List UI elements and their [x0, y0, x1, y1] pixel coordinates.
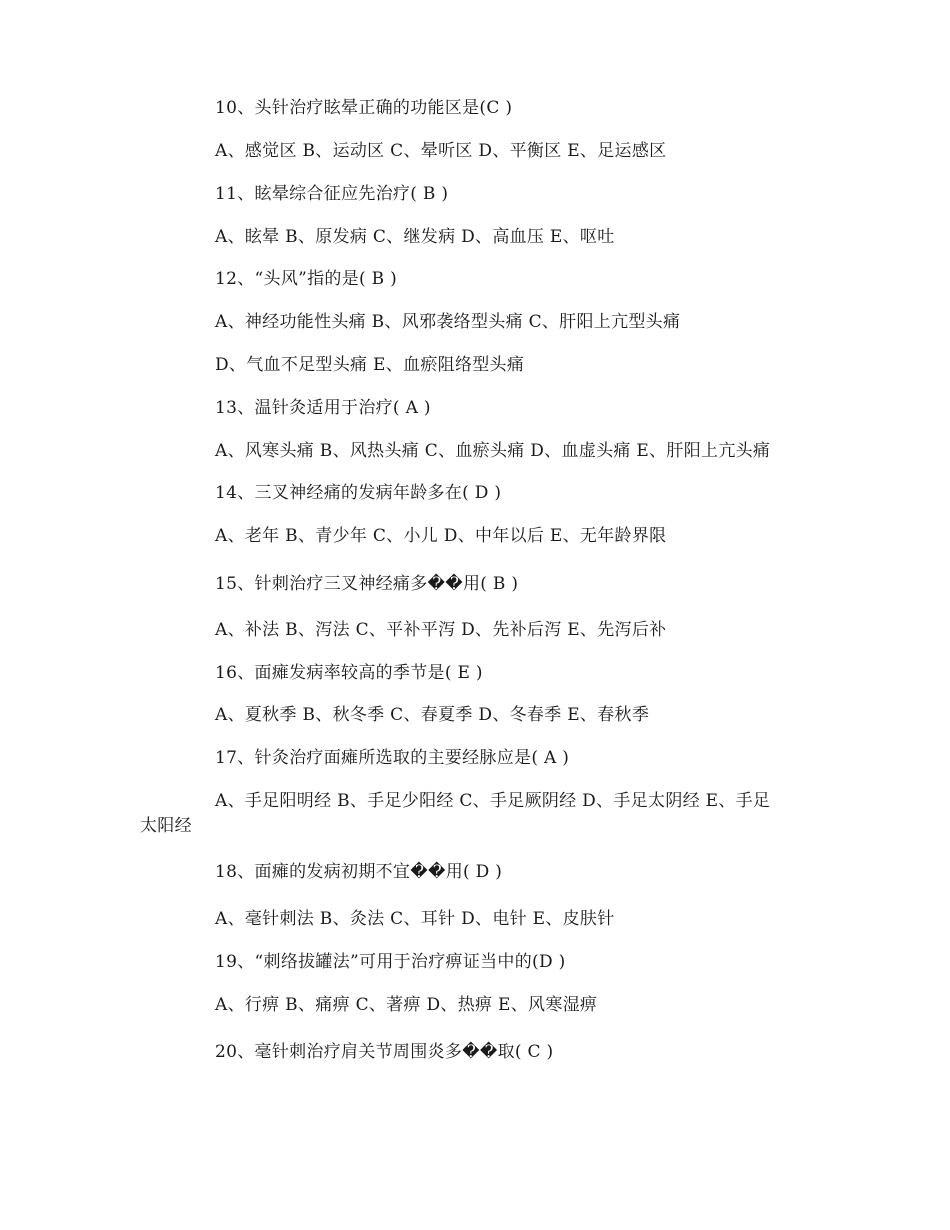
question-18: 18、面瘫的发病初期不宜��用( D ): [215, 862, 503, 882]
question-11: 11、眩晕综合征应先治疗( B ): [215, 184, 449, 204]
options-17-line1: A、手足阳明经 B、手足少阳经 C、手足厥阴经 D、手足太阴经 E、手足: [215, 791, 771, 811]
question-14: 14、三叉神经痛的发病年龄多在( D ): [215, 483, 502, 503]
question-13: 13、温针灸适用于治疗( A ): [215, 398, 431, 418]
question-20: 20、毫针刺治疗肩关节周围炎多��取( C ): [215, 1042, 554, 1062]
options-10: A、感觉区 B、运动区 C、晕听区 D、平衡区 E、足运感区: [215, 141, 667, 161]
options-12-line2: D、气血不足型头痛 E、血瘀阻络型头痛: [215, 355, 525, 375]
options-12-line1: A、神经功能性头痛 B、风邪袭络型头痛 C、肝阳上亢型头痛: [215, 312, 681, 332]
question-10: 10、头针治疗眩晕正确的功能区是(C ): [215, 98, 513, 118]
options-17-line2: 太阳经: [140, 816, 192, 836]
question-12: 12、“头风”指的是( B ): [215, 269, 398, 289]
question-17: 17、针灸治疗面瘫所选取的主要经脉应是( A ): [215, 748, 570, 768]
options-15: A、补法 B、泻法 C、平补平泻 D、先补后泻 E、先泻后补: [215, 620, 667, 640]
options-11: A、眩晕 B、原发病 C、继发病 D、高血压 E、呕吐: [215, 227, 615, 247]
options-19: A、行痹 B、痛痹 C、著痹 D、热痹 E、风寒湿痹: [215, 995, 598, 1015]
options-16: A、夏秋季 B、秋冬季 C、春夏季 D、冬春季 E、春秋季: [215, 705, 650, 725]
options-18: A、毫针刺法 B、灸法 C、耳针 D、电针 E、皮肤针: [215, 909, 615, 929]
options-13: A、风寒头痛 B、风热头痛 C、血瘀头痛 D、血虚头痛 E、肝阳上亢头痛: [215, 441, 771, 461]
question-16: 16、面瘫发病率较高的季节是( E ): [215, 663, 483, 683]
question-15: 15、针刺治疗三叉神经痛多��用( B ): [215, 574, 519, 594]
question-19: 19、“刺络拔罐法”可用于治疗痹证当中的(D ): [215, 952, 566, 972]
options-14: A、老年 B、青少年 C、小儿 D、中年以后 E、无年龄界限: [215, 526, 667, 546]
